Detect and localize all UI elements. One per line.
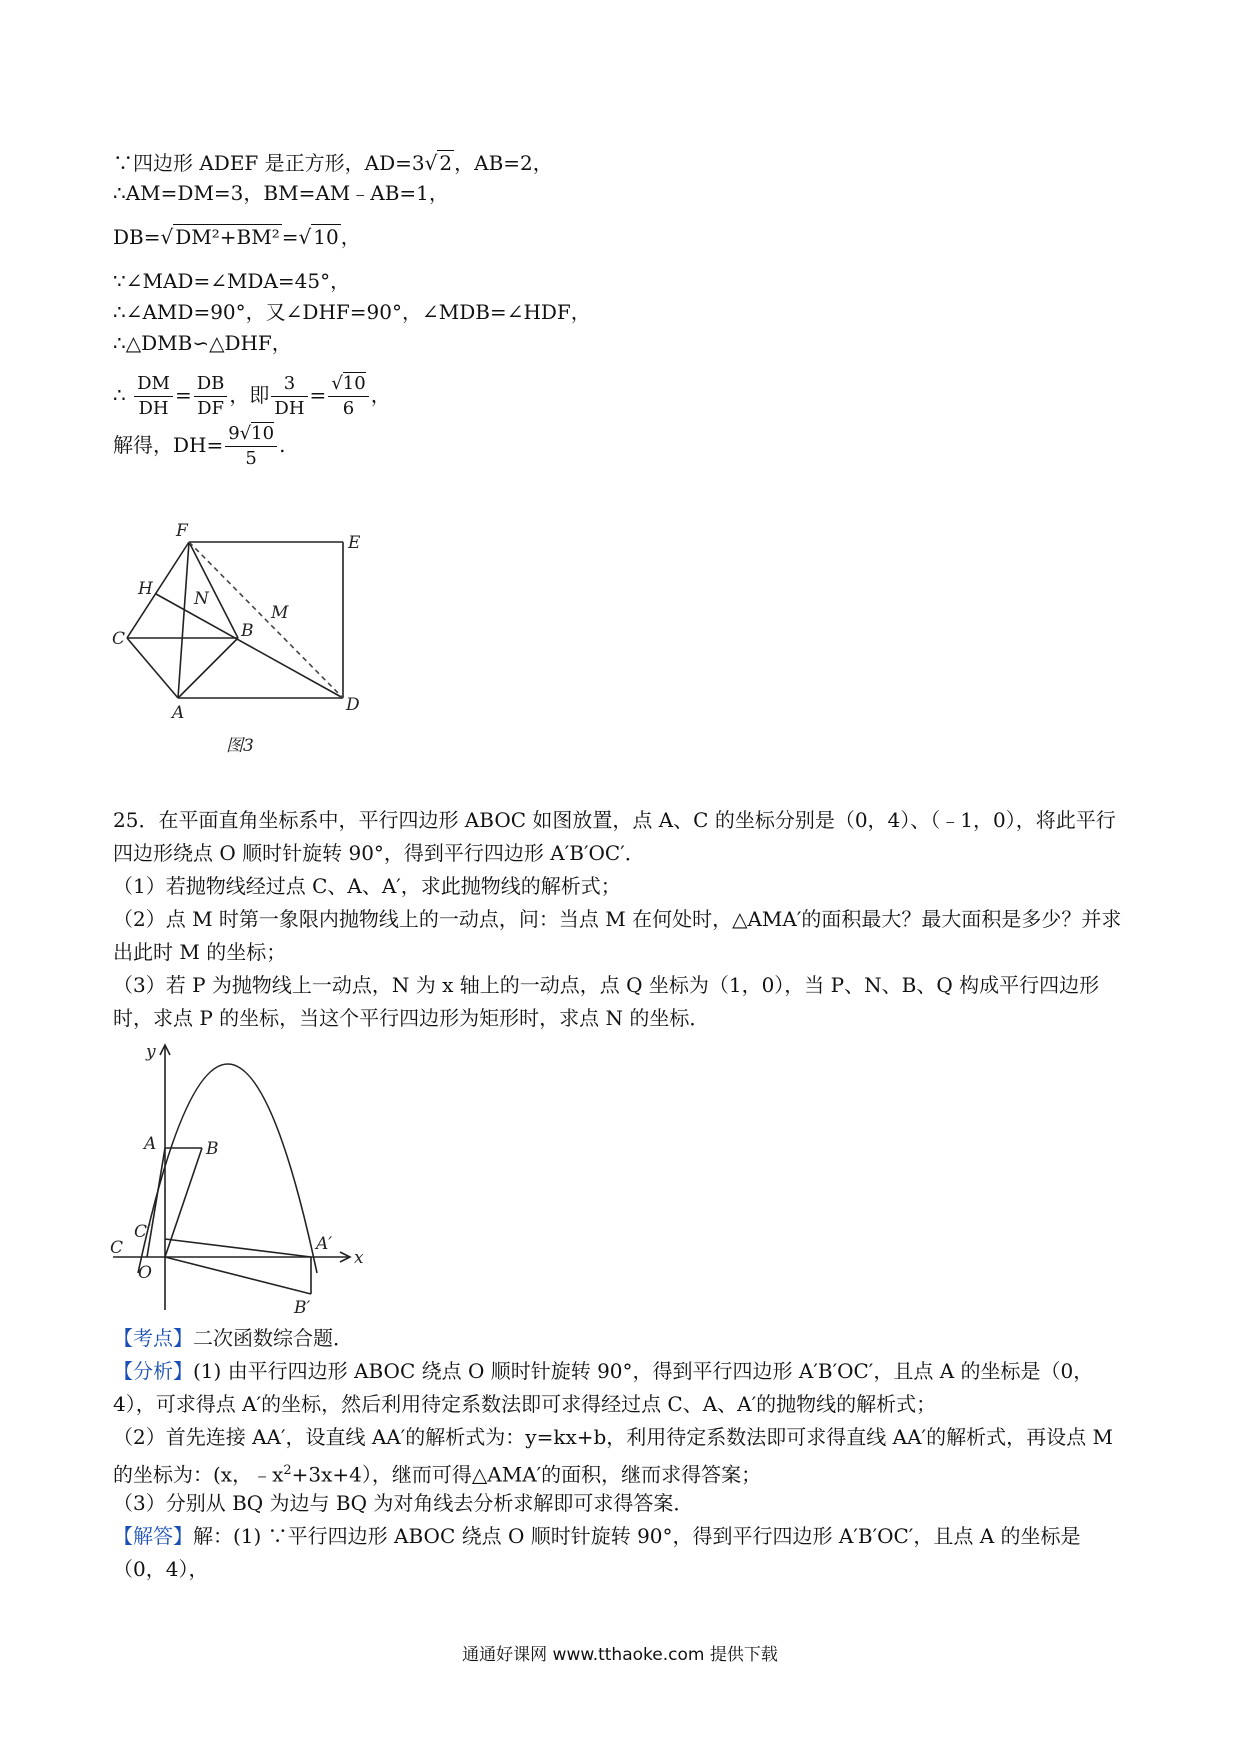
sqrt: √ 10 (298, 225, 339, 249)
numerator: 9√10 (225, 422, 277, 447)
sqrt: √ 2 (424, 151, 453, 175)
label-A: A (172, 703, 185, 723)
label-M: M (271, 603, 289, 623)
question-25-part-1: （1）若抛物线经过点 C、A、A′，求此抛物线的解析式； (113, 874, 621, 898)
fraction (271, 372, 307, 421)
proof-line-8 (113, 422, 285, 471)
proof-line-6: ∴△DMB∽△DHF， (113, 331, 292, 355)
proof-line-7 (113, 372, 391, 421)
denominator: DH (274, 398, 305, 419)
edge-CpAp (165, 1239, 311, 1257)
fenxi-text-2a: （2）首先连接 AA′，设直线 AA′的解析式为：y=kx+b，利用待定系数法即可求得直线 AA′的解析式，再设点 M 的坐标为：(x，﹣x (113, 1425, 1113, 1487)
text: ，AB=2， (454, 151, 553, 175)
coefficient: 9 (228, 423, 240, 444)
radicand: 2 (439, 151, 453, 175)
figure-25 (108, 1035, 378, 1315)
fraction (194, 372, 228, 421)
label-y: y (146, 1042, 156, 1062)
numerator: DM (134, 372, 173, 397)
proof-line-3 (113, 222, 361, 252)
text: 解得，DH= (113, 433, 224, 457)
denominator: 5 (245, 448, 257, 469)
question-25-stem: 25．在平面直角坐标系中，平行四边形 ABOC 如图放置，点 A、C 的坐标分别是（0，4）、（﹣1，0），将此平行四边形绕点 O 顺时针旋转 90°，得到平行四边形 A′B′OC′． (113, 808, 1116, 865)
text: ， (340, 225, 361, 249)
text: = (174, 383, 192, 407)
denominator: 6 (342, 398, 355, 419)
radicand: 10 (313, 225, 339, 249)
fraction (225, 422, 277, 471)
fenxi-1 (113, 1355, 1133, 1421)
fenxi-3: （3）分别从 BQ 为边与 BQ 为对角线去分析求解即可求得答案． (113, 1491, 694, 1515)
numerator: √10 (328, 372, 368, 397)
label-A-prime: A′ (316, 1234, 333, 1254)
label-C-prime: C′ (134, 1222, 151, 1242)
text: ，即 (229, 383, 270, 407)
kaodian (113, 1322, 1133, 1355)
label-D: D (346, 695, 360, 715)
sqrt: √ DM²+BM² (160, 225, 280, 249)
text: = (309, 383, 327, 407)
fenxi-tag: 【分析】 (113, 1359, 193, 1383)
text: = (281, 225, 299, 249)
label-C: C (112, 629, 126, 649)
text: . (279, 433, 286, 457)
label-A: A (144, 1134, 157, 1154)
label-C: C (110, 1238, 124, 1258)
jieda-tag: 【解答】 (113, 1524, 193, 1548)
footer: 通通好课网 www.tthaoke.com 提供下载 (462, 1645, 778, 1665)
fraction (328, 372, 368, 421)
radicand: 10 (251, 423, 275, 444)
numerator: DB (194, 372, 228, 397)
label-x: x (354, 1248, 364, 1268)
label-H: H (138, 579, 153, 599)
label-B: B (206, 1139, 219, 1159)
text: ， (370, 383, 391, 407)
fenxi-text-2b: +3x+4），继而可得△AMA′的面积，继而求得答案； (291, 1462, 762, 1487)
proof-line-4: ∵∠MAD=∠MDA=45°， (113, 269, 351, 293)
jieda (113, 1520, 1133, 1586)
text: DB= (113, 225, 161, 249)
fraction (134, 372, 173, 421)
text: ∵四边形 ADEF 是正方形，AD=3 (113, 151, 425, 175)
label-N: N (194, 589, 209, 609)
label-B-prime: B′ (294, 1298, 311, 1315)
kaodian-text: 二次函数综合题． (193, 1326, 353, 1350)
text: ∴ (113, 383, 126, 407)
label-B: B (241, 621, 254, 641)
edge-BpO (165, 1257, 311, 1294)
denominator: DF (197, 398, 225, 419)
denominator: DH (138, 398, 169, 419)
figure-3 (108, 518, 368, 760)
question-25-part-2: （2）点 M 时第一象限内抛物线上的一动点，问：当点 M 在何处时，△AMA′的面积最大？最大面积是多少？并求出此时 M 的坐标； (113, 907, 1122, 964)
label-E: E (348, 533, 361, 553)
fenxi-text-1: (1) 由平行四边形 ABOC 绕点 O 顺时针旋转 90°，得到平行四边形 A′B′OC′，且点 A 的坐标是（0，4），可求得点 A′的坐标，然后利用待定系数法即可求得经过点 C、A、A′的抛物线的解析式； (113, 1359, 1094, 1416)
label-O: O (138, 1263, 152, 1283)
numerator: 3 (271, 372, 307, 397)
proof-line-5: ∴∠AMD=90°，又∠DHF=90°，∠MDB=∠HDF， (113, 300, 591, 324)
proof-line-1 (113, 148, 553, 178)
kaodian-tag: 【考点】 (113, 1326, 193, 1350)
radicand: DM²+BM² (175, 225, 280, 249)
figure-3-caption: 图3 (226, 736, 254, 756)
label-F: F (176, 521, 188, 541)
question-25-part-3: （3）若 P 为抛物线上一动点，N 为 x 轴上的一动点，点 Q 坐标为（1，0），当 P、N、B、Q 构成平行四边形时，求点 P 的坐标，当这个平行四边形为矩形时，求点 N 的坐标． (113, 973, 1100, 1030)
radicand: 10 (342, 373, 366, 394)
jieda-text: 解：(1) ∵平行四边形 ABOC 绕点 O 顺时针旋转 90°，得到平行四边形 A′B′OC′，且点 A 的坐标是（0，4）， (113, 1524, 1081, 1581)
fenxi-2 (113, 1421, 1133, 1492)
exponent: 2 (283, 1463, 292, 1478)
proof-line-2: ∴AM=DM=3，BM=AM﹣AB=1， (113, 181, 449, 205)
